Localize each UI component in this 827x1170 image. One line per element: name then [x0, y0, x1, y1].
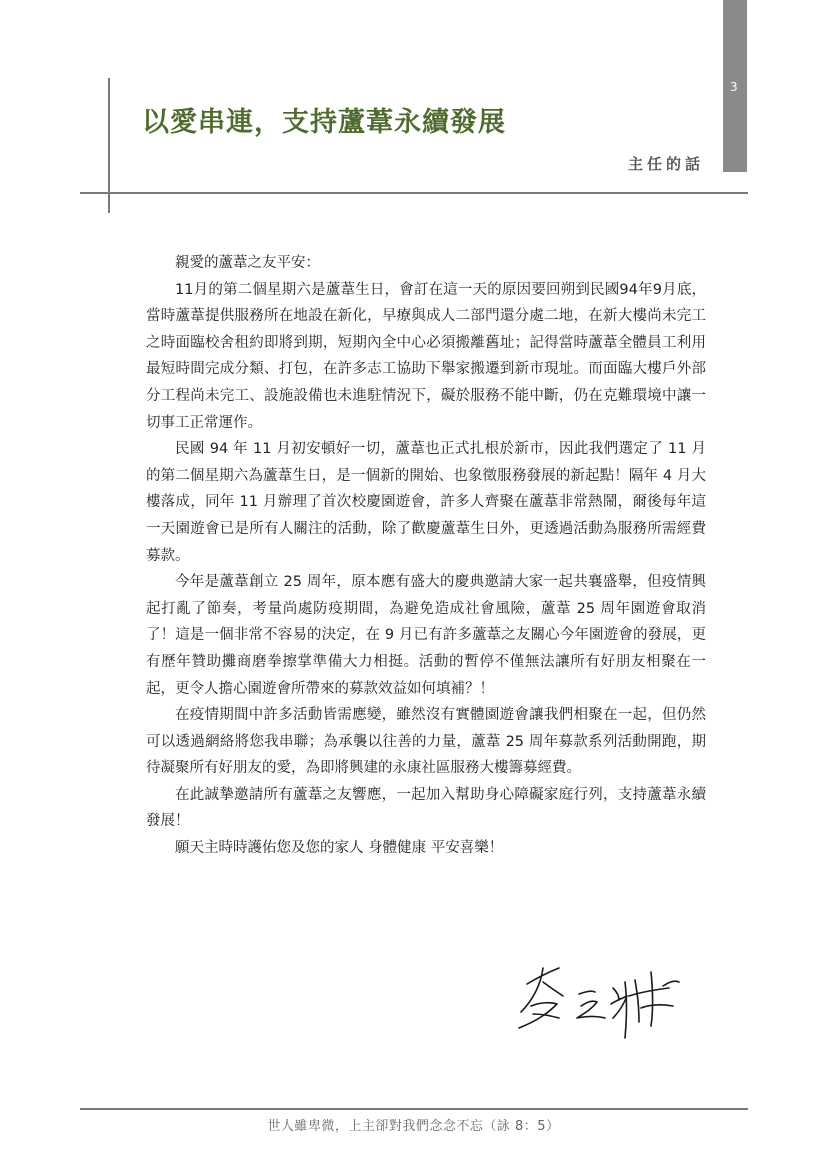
page-title: 以愛串連，支持蘆葦永續發展	[142, 107, 506, 138]
letter-closing: 願天主時時護佑您及您的家人 身體健康 平安喜樂！	[175, 840, 504, 857]
letter-greeting: 親愛的蘆葦之友平安：	[175, 255, 320, 271]
section-subtitle: 主任的話	[627, 155, 704, 173]
footer-verse: 世人雖卑微，上主卻對我們念念不忘（詠 8：5）	[267, 1119, 560, 1134]
letter-paragraph: 11月的第二個星期六是蘆葦生日，會訂在這一天的原因要回朔到民國94年9月底，當時蘆葦提供服務所在地設在新化，早療與成人二部門還分處二地，在新大樓尚未完工之時面臨校舍租約即將到期，短期內全中心必須搬離舊址；記得當時蘆葦全體員工利用最短時間完成分類、打包，在許多志工協助下舉家搬遷到新市現址。而面臨大樓戶外部分工程尚未完工、設施設備也未進駐情況下，礙於服務不能中斷，仍在克難環境中讓一切事工正常運作。	[146, 281, 706, 431]
letter-paragraph: 今年是蘆葦創立 25 周年，原本應有盛大的慶典邀請大家一起共襄盛舉，但疫情興起打亂了節奏，考量尚處防疫期間，為避免造成社會風險，蘆葦 25 周年園遊會取消了！這是一個非常不容易的決定，在 9 月已有許多蘆葦之友關心今年園遊會的發展，更有歷年贊助攤商磨拳擦掌準備大力相挺。活動的暫停不僅無法讓所有好朋友相聚在一起，更令人擔心園遊會所帶來的募款效益如何填補？！	[146, 574, 706, 697]
letter-paragraph: 在此誠摯邀請所有蘆葦之友響應，一起加入幫助身心障礙家庭行列，支持蘆葦永續發展！	[146, 786, 706, 830]
signature-icon	[513, 962, 688, 1042]
letter-paragraph: 在疫情期間中許多活動皆需應變，雖然沒有實體園遊會讓我們相聚在一起，但仍然可以透過網絡將您我串聯；為承襲以往善的力量，蘆葦 25 周年募款系列活動開跑，期待凝聚所有好朋友的愛，為即將興建的永康社區服務大樓籌募經費。	[146, 707, 706, 777]
letter-paragraph: 民國 94 年 11 月初安頓好一切，蘆葦也正式扎根於新市，因此我們選定了 11 月的第二個星期六為蘆葦生日，是一個新的開始、也象徵服務發展的新起點！隔年 4 月大樓落成，同年 11 月辦理了首次校慶園遊會，許多人齊聚在蘆葦非常熱鬧，爾後每年這一天園遊會已是所有人關注的活動，除了歡慶蘆葦生日外，更透過活動為服務所需經費募款。	[146, 441, 706, 564]
handwritten-signature	[513, 962, 688, 1042]
footer-rule	[80, 1108, 748, 1110]
page-number: 3	[730, 80, 738, 94]
letter-body	[146, 250, 706, 862]
header-horizontal-rule	[80, 192, 748, 194]
